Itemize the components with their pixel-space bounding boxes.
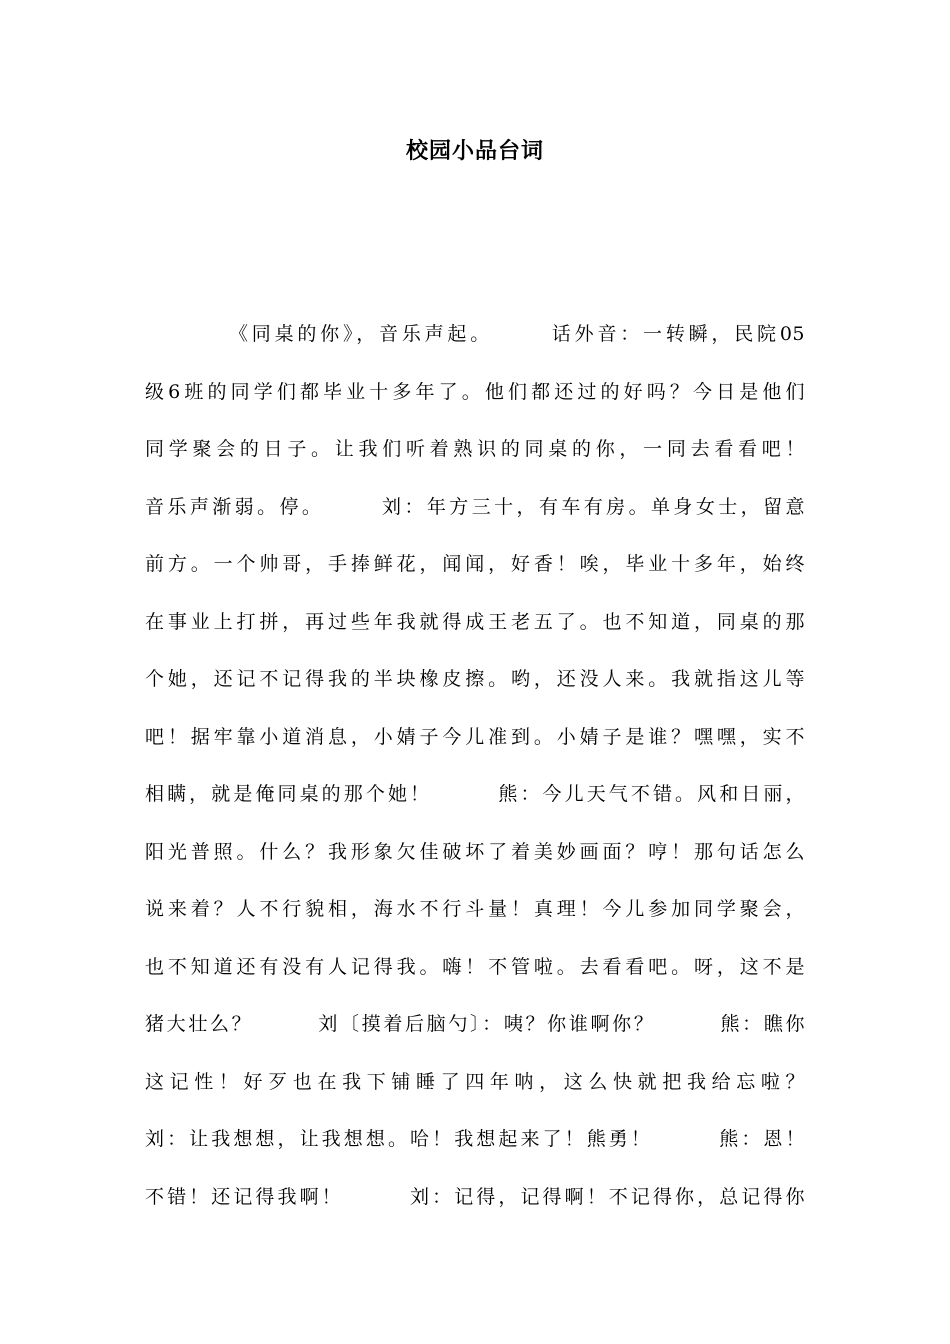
body-line: 前方。一个帅哥，手捧鲜花，闻闻，好香！唉，毕业十多年，始终	[145, 553, 805, 575]
body-line: 阳光普照。什么？我形象欠佳破坏了着美妙画面？哼！那句话怎么	[145, 840, 805, 863]
body-line: 不错！还记得我啊！ 刘：记得，记得啊！不记得你，总记得你	[145, 1185, 805, 1208]
body-line: 猪大壮么？ 刘〔摸着后脑勺〕：咦？你谁啊你？ 熊：瞧你	[145, 1013, 805, 1035]
body-line: 吧！据牢靠小道消息，小婧子今儿准到。小婧子是谁？嘿嘿，实不	[145, 725, 805, 748]
body-line: 相瞒，就是俺同桌的那个她！ 熊：今儿天气不错。风和日丽，	[145, 783, 805, 805]
body-line: 刘：让我想想，让我想想。哈！我想起来了！熊勇！ 熊：恩！	[145, 1128, 805, 1150]
body-line: 这记性！好歹也在我下铺睡了四年呐，这么快就把我给忘啦？	[145, 1070, 805, 1093]
body-line: 在事业上打拼，再过些年我就得成王老五了。也不知道，同桌的那	[145, 610, 805, 633]
document-title: 校园小品台词	[405, 139, 544, 164]
document-body	[145, 313, 805, 1233]
body-line: 同学聚会的日子。让我们听着熟识的同桌的你，一同去看看吧！	[145, 438, 805, 460]
body-line: 音乐声渐弱。停。 刘：年方三十，有车有房。单身女士，留意	[145, 495, 805, 518]
body-line: 《同桌的你》，音乐声起。 话外音：一转瞬，民院05	[229, 323, 805, 345]
body-line: 说来着？人不行貌相，海水不行斗量！真理！今儿参加同学聚会，	[145, 898, 805, 920]
body-line: 也不知道还有没有人记得我。嗨！不管啦。去看看吧。呀，这不是	[145, 955, 805, 978]
body-line: 级6班的同学们都毕业十多年了。他们都还过的好吗？今日是他们	[145, 380, 805, 403]
body-line: 个她，还记不记得我的半块橡皮擦。哟，还没人来。我就指这儿等	[145, 668, 805, 690]
